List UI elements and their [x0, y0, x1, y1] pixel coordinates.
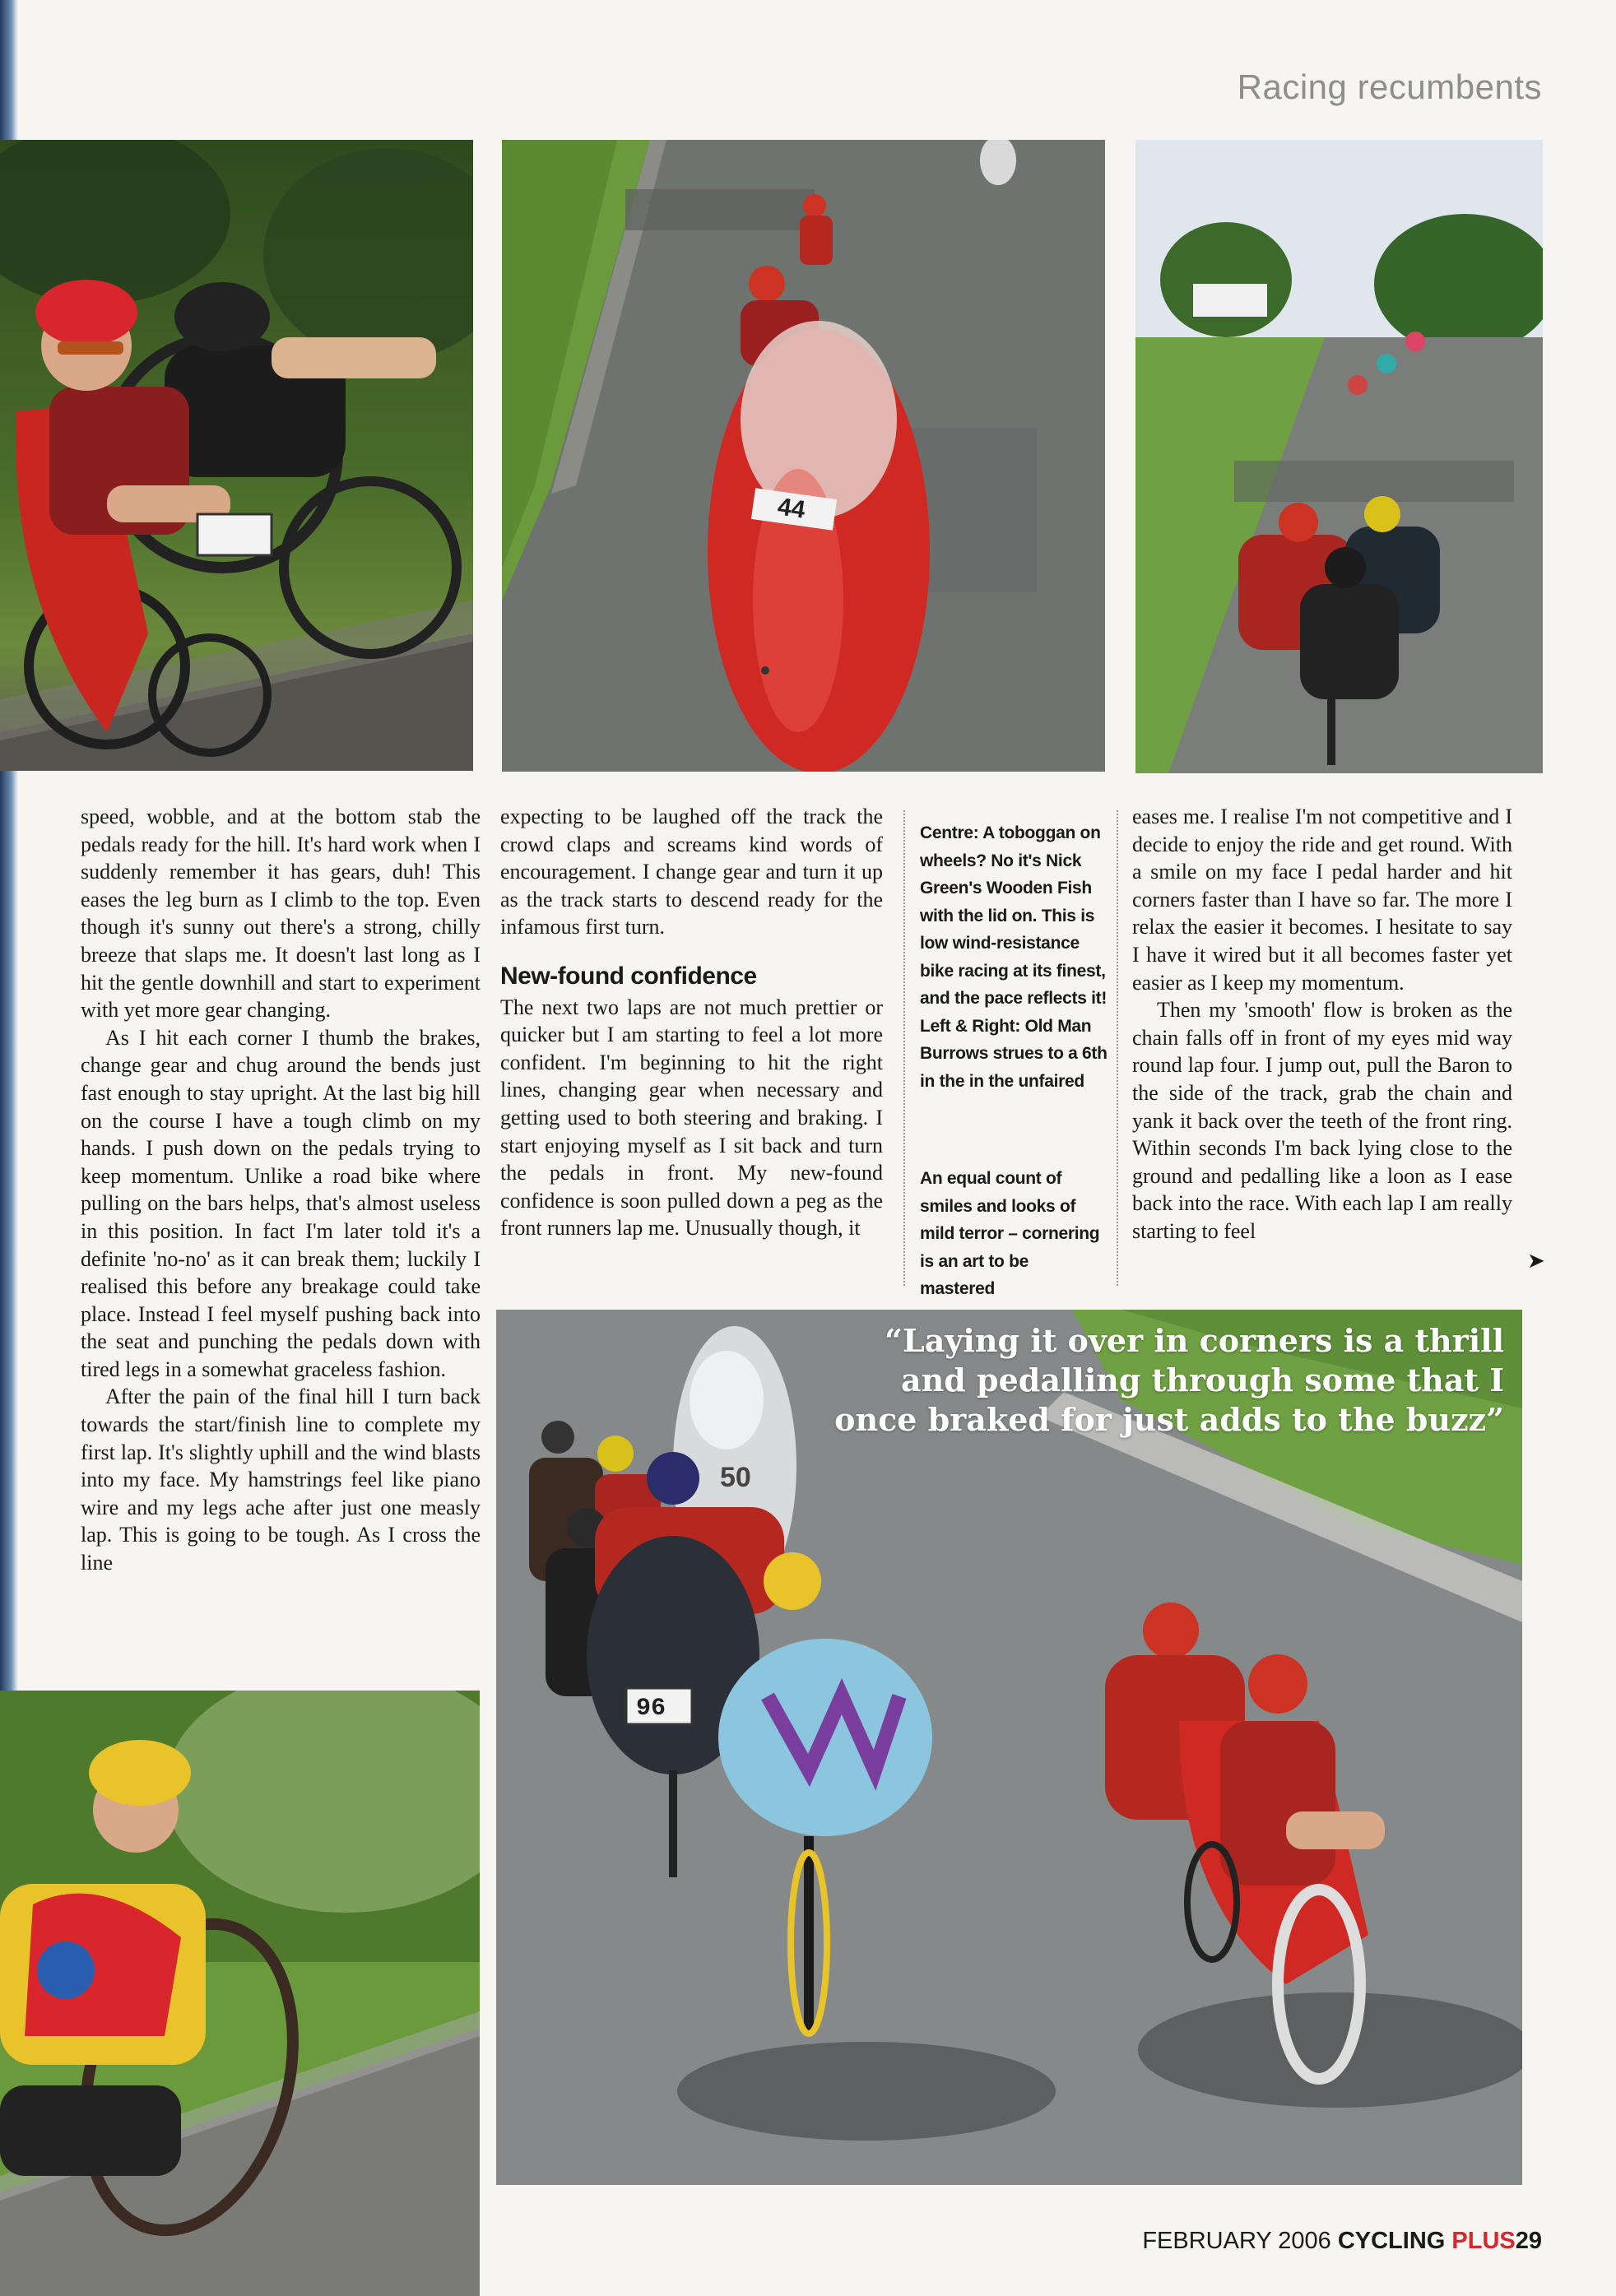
article-column-4 [1132, 803, 1512, 1245]
paragraph: After the pain of the final hill I turn back towards the start/finish line to complete my first lap. It's slightly uphill and the wind blasts into my face. My hamstrings feel like piano wire and my legs ache after just one measly lap. This is going to be tough. As I cross the line [81, 1385, 481, 1575]
paragraph: Then my 'smooth' flow is broken as the chain falls off in front of my eyes mid way round lap four. I jump out, pull the Baron to the side of the track, grab the chain and yank it back over the teeth of the front ring. Within seconds I'm back lying close to the ground and pedalling like a loon as I ease back into the race. With each lap I am really starting to feel [1132, 998, 1512, 1243]
paragraph: As I hit each corner I thumb the brakes, change gear and chug around the bends just fast enough to stay upright. At the last big hill on the course I have a tough climb on my hands. I push down on the pedals trying to keep momentum. Unlike a road bike where pulling on the bars helps, that's almost useless in this position. In fact I'm later told it's a definite 'no-no' as it can break them; luckily I realised this before any breakage could take place. Instead I feel myself pushing back into the seat and punching the pedals down with tired legs in a somewhat graceless fashion. [81, 1025, 481, 1381]
photo-group-riders-downhill [1135, 140, 1543, 773]
subheading: New-found confidence [500, 962, 757, 990]
photo-caption: Centre: A toboggan on wheels? No it's Nick Green's Wooden Fish with the lid on. This is low wind-resistance bike racing at its finest, and the pace reflects it! Left & Right: Old Man Burrows strues to a 6th in the in the unfaired [920, 823, 1108, 1091]
article-column-1 [81, 803, 481, 1577]
race-number-96: 96 [636, 1695, 666, 1723]
race-number-44: 44 [775, 493, 807, 524]
photo-faired-recumbent-44 [502, 140, 1105, 772]
pull-quote [599, 1321, 1504, 1440]
continue-arrow-icon: ➤ [1527, 1249, 1545, 1273]
section-title: Racing recumbents [1237, 67, 1542, 106]
page-footer [1142, 2228, 1542, 2255]
page-number: 29 [1515, 2228, 1542, 2254]
column-divider [903, 810, 905, 1286]
pull-quote-line: once braked for just adds to the buzz” [834, 1401, 1504, 1438]
magazine-name: CYCLING [1337, 2228, 1446, 2254]
photo-caption-secondary: An equal count of smiles and looks of mild terror – cornering is an art to be mastered [920, 1169, 1100, 1298]
column-divider [1117, 810, 1118, 1286]
paragraph: speed, wobble, and at the bottom stab the pedals ready for the hill. It's hard work when I suddenly remember it has gears, duh! This eases the leg burn as I climb to the top. Even though it's sunny out there's a strong, chilly breeze that slaps me. It doesn't last long as I hit the gentle downhill and start to experiment with yet more gear changing. [81, 805, 481, 1023]
paragraph: The next two laps are not much prettier or quicker but I am starting to feel a lot more confident. I'm beginning to hit the right lines, changing gear when necessary and getting used to both steering and braking. I start enjoying myself as I sit back and turn the pedals in front. My new-found confidence is soon pulled down a peg as the front runners lap me. Unusually though, it [500, 995, 883, 1241]
caption-block [920, 819, 1108, 1303]
magazine-name-plus: PLUS [1451, 2228, 1516, 2254]
photo-race-group-main [496, 1310, 1522, 2185]
article-column-2 [500, 803, 883, 1242]
pull-quote-line: and pedalling through some that I [900, 1361, 1504, 1398]
photo-two-recumbent-riders [0, 140, 473, 771]
paragraph: eases me. I realise I'm not competitive and I decide to enjoy the ride and get round. With a smile on my face I pedal harder and hit corners faster than I have so far. The more I relax the easier it becomes. I hesitate to say I have it wired but it all becomes faster yet easier as I keep my momentum. [1132, 805, 1512, 995]
pull-quote-line: “Laying it over in corners is a thrill [885, 1322, 1504, 1359]
paragraph: expecting to be laughed off the track the crowd claps and screams kind words of encouragement. I change gear and turn it up as the track starts to descend ready for the infamous first turn. [500, 805, 883, 939]
photo-rider-cornering [0, 1691, 480, 2296]
race-number-50: 50 [720, 1462, 751, 1493]
issue-date: FEBRUARY 2006 [1142, 2228, 1331, 2254]
